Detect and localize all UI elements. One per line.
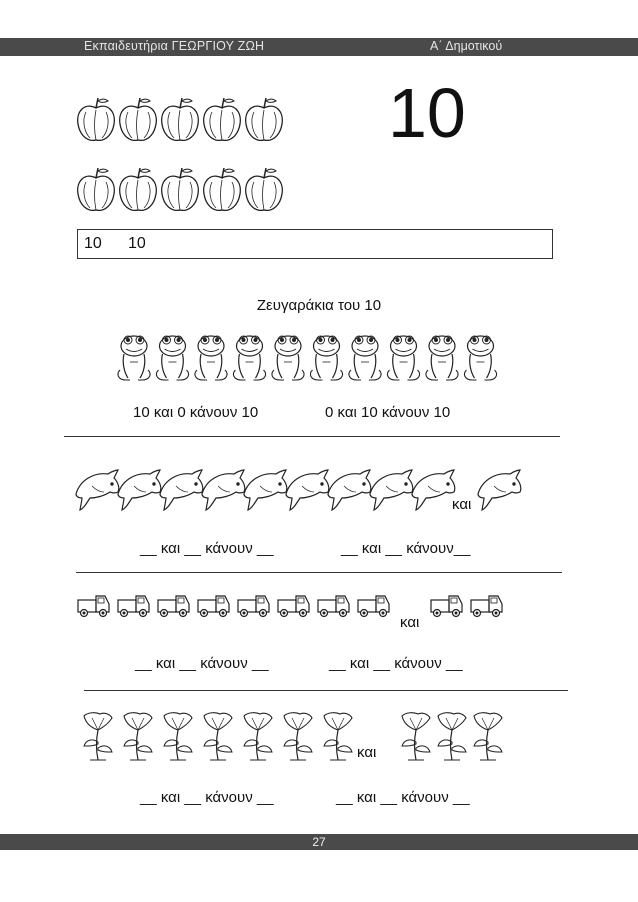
frog-icon xyxy=(157,336,189,380)
dolphin-icon xyxy=(328,470,371,510)
truck-icon xyxy=(198,596,229,617)
dolphin-icon xyxy=(370,470,413,510)
apple-icon xyxy=(204,168,241,210)
trucks-connector: και xyxy=(400,614,420,631)
frogs-row xyxy=(0,332,638,392)
apple-icon xyxy=(120,98,157,140)
flower-icon xyxy=(164,713,192,760)
dolphin-icon xyxy=(286,470,329,510)
truck-icon xyxy=(118,596,149,617)
frogs-sentence-right: 0 και 10 κάνουν 10 xyxy=(325,404,451,421)
dolphins-connector: και xyxy=(452,496,472,513)
divider-2 xyxy=(76,572,562,573)
flowers-row xyxy=(0,710,638,770)
dolphin-icon xyxy=(160,470,203,510)
dolphin-icon xyxy=(76,470,119,510)
truck-icon xyxy=(318,596,349,617)
trucks-sentence-left: __ και __ κάνουν __ xyxy=(135,655,269,672)
dolphin-icon xyxy=(118,470,161,510)
divider-1 xyxy=(64,436,560,437)
truck-icon xyxy=(278,596,309,617)
page-number: 27 xyxy=(312,835,326,849)
flowers-sentence-right: __ και __ κάνουν __ xyxy=(336,789,470,806)
truck-icon xyxy=(431,596,462,617)
frog-icon xyxy=(118,336,150,380)
flower-icon xyxy=(438,713,466,760)
frog-icon xyxy=(426,336,458,380)
apple-icon xyxy=(78,168,115,210)
apple-icon xyxy=(162,98,199,140)
flower-icon xyxy=(284,713,312,760)
section-title: Ζευγαράκια του 10 xyxy=(256,297,382,314)
truck-icon xyxy=(471,596,502,617)
truck-icon xyxy=(158,596,189,617)
flower-icon xyxy=(474,713,502,760)
frog-icon xyxy=(272,336,304,380)
frog-icon xyxy=(195,336,227,380)
apple-icon xyxy=(204,98,241,140)
dolphin-icon xyxy=(244,470,287,510)
trucks-sentence-right: __ και __ κάνουν __ xyxy=(329,655,463,672)
dolphins-row xyxy=(0,460,638,520)
apple-icon xyxy=(78,98,115,140)
divider-3 xyxy=(84,690,568,691)
flowers-sentence-left: __ και __ κάνουν __ xyxy=(140,789,274,806)
flower-icon xyxy=(244,713,272,760)
apple-icon xyxy=(246,98,283,140)
box-number-first: 10 xyxy=(84,235,102,252)
trucks-row xyxy=(0,590,638,630)
apple-icon xyxy=(246,168,283,210)
apple-icon xyxy=(162,168,199,210)
dolphins-sentence-left: __ και __ κάνουν __ xyxy=(140,540,274,557)
number-box xyxy=(77,229,553,259)
frog-icon xyxy=(388,336,420,380)
frog-icon xyxy=(349,336,381,380)
big-number: 10 xyxy=(388,74,466,152)
dolphin-icon xyxy=(202,470,245,510)
frogs-sentence-left: 10 και 0 κάνουν 10 xyxy=(133,404,259,421)
frog-icon xyxy=(311,336,343,380)
flowers-connector: και xyxy=(357,744,377,761)
box-number-second: 10 xyxy=(128,235,146,252)
header-school-name: Εκπαιδευτήρια ΓΕΩΡΓΙΟΥ ΖΩΗ xyxy=(84,39,265,53)
header-grade: Α΄ Δημοτικού xyxy=(430,39,503,53)
frog-icon xyxy=(234,336,266,380)
dolphin-icon xyxy=(478,470,521,510)
apple-icon xyxy=(120,168,157,210)
flower-icon xyxy=(84,713,112,760)
truck-icon xyxy=(358,596,389,617)
flower-icon xyxy=(204,713,232,760)
flower-icon xyxy=(402,713,430,760)
dolphins-sentence-right: __ και __ κάνουν__ xyxy=(341,540,471,557)
truck-icon xyxy=(238,596,269,617)
apples-drawing xyxy=(0,0,638,230)
dolphin-icon xyxy=(412,470,455,510)
truck-icon xyxy=(78,596,109,617)
flower-icon xyxy=(124,713,152,760)
flower-icon xyxy=(324,713,352,760)
frog-icon xyxy=(465,336,497,380)
